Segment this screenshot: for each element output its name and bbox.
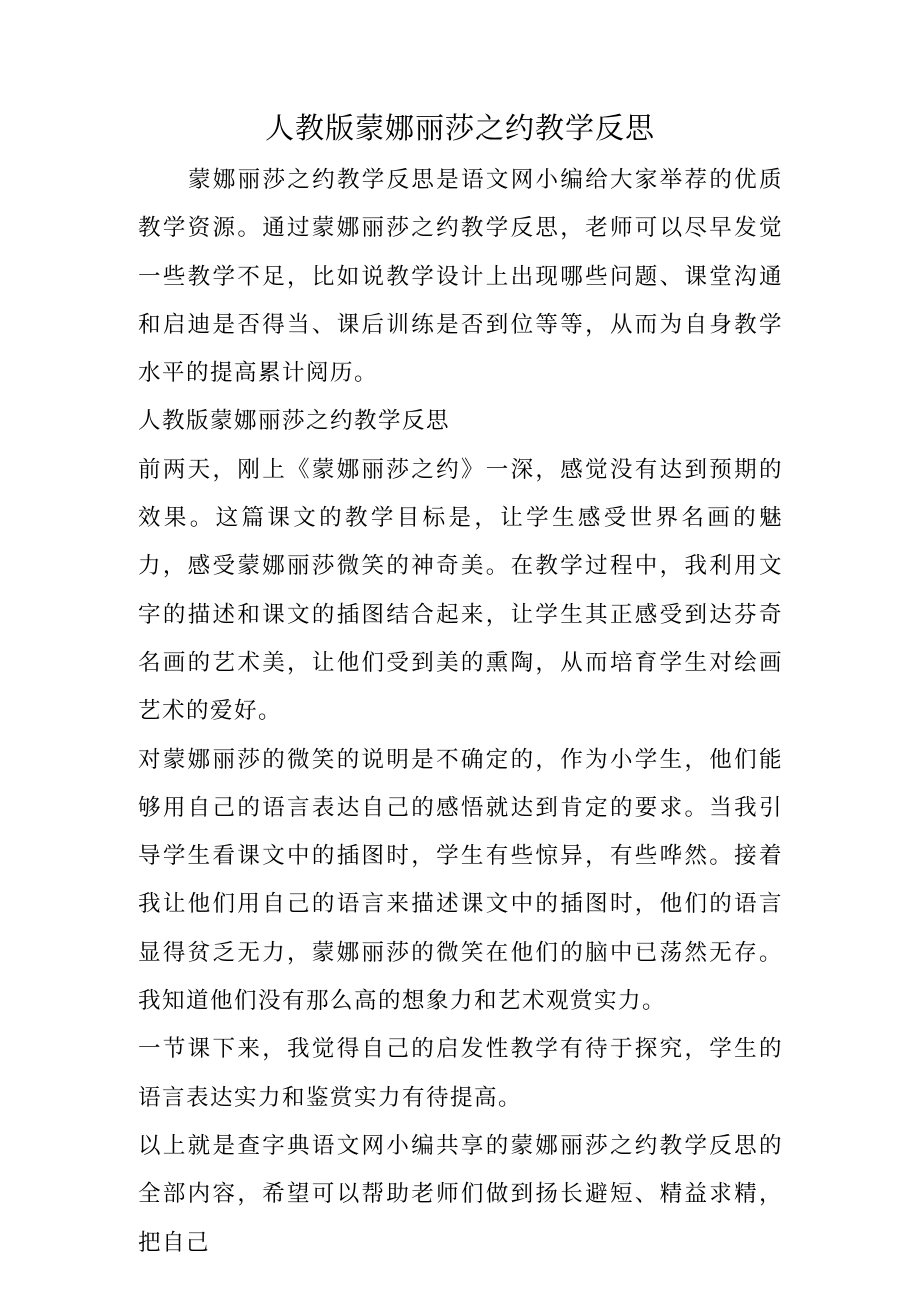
body-paragraph: 前两天，刚上《蒙娜丽莎之约》一深，感觉没有达到预期的效果。这篇课文的教学目标是，让学生感受世界名画的魅力，感受蒙娜丽莎微笑的神奇美。在教学过程中，我利用文字的描述和课文的插图结合起来，让学生其正感受到达芬奇名画的艺术美，让他们受到美的熏陶，从而培育学生对绘画艺术的爱好。 <box>138 456 783 725</box>
body-paragraph: 一节课下来，我觉得自己的启发性教学有待于探究，学生的语言表达实力和鉴赏实力有待提高。 <box>138 1036 783 1111</box>
closing-paragraph: 以上就是查字典语文网小编共享的蒙娜丽莎之约教学反思的全部内容，希望可以帮助老师们做到扬长避短、精益求精，把自己 <box>138 1132 783 1256</box>
intro-paragraph: 蒙娜丽莎之约教学反思是语文网小编给大家举荐的优质教学资源。通过蒙娜丽莎之约教学反思，老师可以尽早发觉一些教学不足，比如说教学设计上出现哪些问题、课堂沟通和启迪是否得当、课后训练是否到位等等，从而为自身教学水平的提高累计阅历。 <box>138 167 783 387</box>
section-heading: 人教版蒙娜丽莎之约教学反思 <box>138 408 451 435</box>
document-body <box>138 156 783 1267</box>
document-title: 人教版蒙娜丽莎之约教学反思 <box>264 111 655 145</box>
body-paragraph: 对蒙娜丽莎的微笑的说明是不确定的，作为小学生，他们能够用自己的语言表达自己的感悟就达到肯定的要求。当我引导学生看课文中的插图时，学生有些惊异，有些哗然。接着我让他们用自己的语言来描述课文中的插图时，他们的语言显得贫乏无力，蒙娜丽莎的微笑在他们的脑中已荡然无存。我知道他们没有那么高的想象力和艺术观赏实力。 <box>138 746 783 1015</box>
